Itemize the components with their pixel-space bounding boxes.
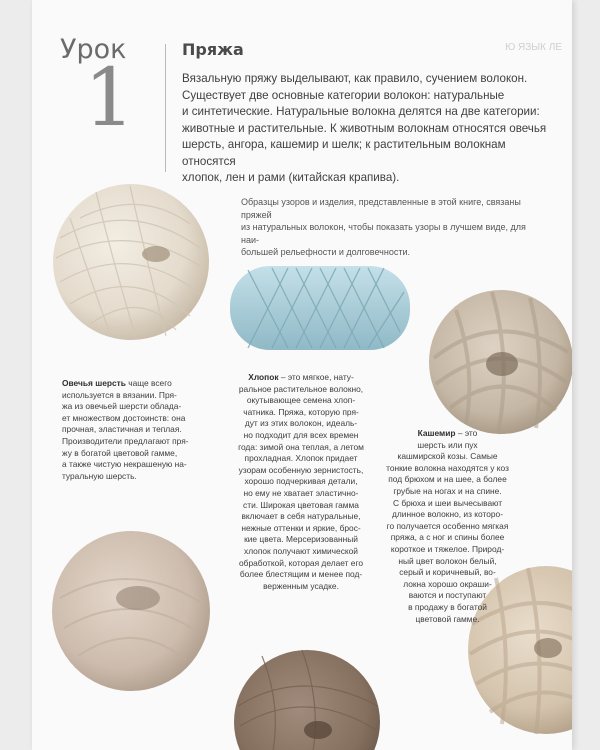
cotton-line: но подходит для всех времен (243, 429, 359, 440)
cotton-line: окутывающее семена хлоп- (246, 395, 356, 406)
cashmere-line: цветовой гамме. (415, 613, 480, 624)
cotton-term: Хлопок (248, 372, 279, 382)
cream-wool-yarn-ball (50, 178, 212, 343)
sample-note-line: Образцы узоров и изделия, представленные в этой книге, связаны пряжей (241, 197, 521, 220)
sample-note-line: из натуральных волокон, чтобы показать узоры в лучшем виде, для наи- (241, 222, 526, 245)
cashmere-line: кашмирской козы. Самые (397, 451, 498, 462)
cotton-line: чатника. Пряжа, которую пря- (243, 406, 359, 417)
cotton-line: обработкой, которая делает его (239, 557, 363, 568)
vertical-divider (165, 44, 166, 172)
cashmere-line: С брюха и шеи вычесывают (392, 497, 503, 508)
cashmere-line: локна хорошо окраши- (403, 578, 492, 589)
cashmere-line: под брюхом и на шее, а более (388, 474, 507, 485)
cashmere-line: шерсть или пух (417, 439, 478, 450)
cotton-line: хлопок получают химической (244, 545, 358, 556)
cotton-line: более блестящим и менее под- (239, 569, 363, 580)
cotton-line: прохладная. Хлопок придает (244, 453, 358, 464)
sample-note (241, 196, 541, 259)
cotton-line: включает в себя натуральные, (241, 511, 361, 522)
cotton-line: – это мягкое, нату- (278, 372, 354, 382)
wool-term: Овечья шерсть (62, 378, 126, 388)
taupe-cashmere-yarn-ball (426, 288, 572, 436)
cotton-line: но ему не хватает эластично- (243, 487, 359, 498)
wool-line: прочная, эластичная и теплая. (62, 424, 182, 435)
wool-line: жу в богатой цветовой гамме, (62, 447, 178, 458)
brown-yarn-ball (232, 646, 382, 750)
book-page (32, 0, 572, 750)
wool-line: Производители предлагают пря- (62, 435, 189, 446)
wool-caption-first-line (62, 378, 222, 390)
lesson-number: 1 (84, 51, 135, 144)
cashmere-line: – это (455, 428, 478, 438)
section-title: Пряжа (182, 40, 244, 59)
cotton-line: нежные оттенки и яркие, брос- (241, 522, 361, 533)
cotton-line: верженным усадке. (263, 580, 339, 591)
cashmere-line: ваются и поступают (408, 590, 487, 601)
intro-line: животные и растительные. К животным волокнам относятся овечья (182, 121, 547, 135)
cashmere-caption-first-line (375, 428, 520, 440)
cashmere-line: тонкие волокна находятся у коз (386, 462, 509, 473)
blue-cotton-skein (228, 262, 412, 354)
wool-line: чаще всего (125, 378, 172, 388)
cashmere-line: го получается особенно мягкая (386, 520, 509, 531)
cotton-line: узорам особенную зернистость, (238, 464, 364, 475)
intro-line: Вязальную пряжу выделывают, как правило, сучением волокон. (182, 72, 528, 85)
cotton-line: хорошо подчеркивая детали, (244, 476, 358, 487)
cotton-line: дут из этих волокон, идеаль- (244, 418, 358, 429)
wool-line: жа из овечьей шерсти облада- (62, 401, 182, 412)
cashmere-caption (375, 428, 520, 625)
cashmere-line: пряжа, а с ног и спины более (390, 532, 505, 543)
cotton-line: года: зимой она теплая, а летом (238, 441, 364, 452)
cotton-caption (231, 372, 371, 592)
faint-corner-text: Ю ЯЗЫК ЛЕ (505, 42, 562, 53)
cashmere-term: Кашемир (417, 428, 456, 438)
cotton-line: сти. Широкая цветовая гамма (243, 499, 359, 510)
cashmere-line: грубые на ногах и на спине. (393, 485, 502, 496)
lesson-word: Урок (60, 34, 127, 65)
cashmere-line: серый и коричневый, во- (399, 567, 496, 578)
wool-line: используется в вязании. Пря- (62, 389, 177, 400)
wool-caption (62, 378, 222, 482)
mohair-yarn-ball (50, 528, 212, 694)
intro-line: хлопок, лен и рами (китайская крапива). (182, 171, 400, 184)
cashmere-line: в продажу в богатой (408, 601, 487, 612)
intro-line: шерсть, ангора, кашемир и шелк; к растительным волокнам относятся (182, 138, 506, 168)
cashmere-line: длинное волокно, из которо- (392, 509, 503, 520)
cotton-caption-first-line (231, 372, 371, 384)
wool-line: а также чистую некрашеную на- (62, 459, 187, 470)
intro-line: и синтетические. Натуральные волокна делятся на две категории: (182, 105, 540, 118)
intro-line: Существует две основные категории волокон: натуральные (182, 88, 505, 102)
wool-line: ет множеством достоинств: она (62, 412, 186, 423)
cotton-line: ральное растительное волокно, (238, 383, 364, 394)
sample-note-line: большей рельефности и долговечности. (241, 247, 410, 257)
cashmere-line: короткое и тяжелое. Природ- (390, 543, 505, 554)
wool-line: туральную шерсть. (62, 470, 137, 481)
cotton-line: кие цвета. Мерсеризованный (244, 534, 358, 545)
intro-paragraph (182, 71, 552, 187)
cashmere-line: ный цвет волокон белый, (398, 555, 497, 566)
